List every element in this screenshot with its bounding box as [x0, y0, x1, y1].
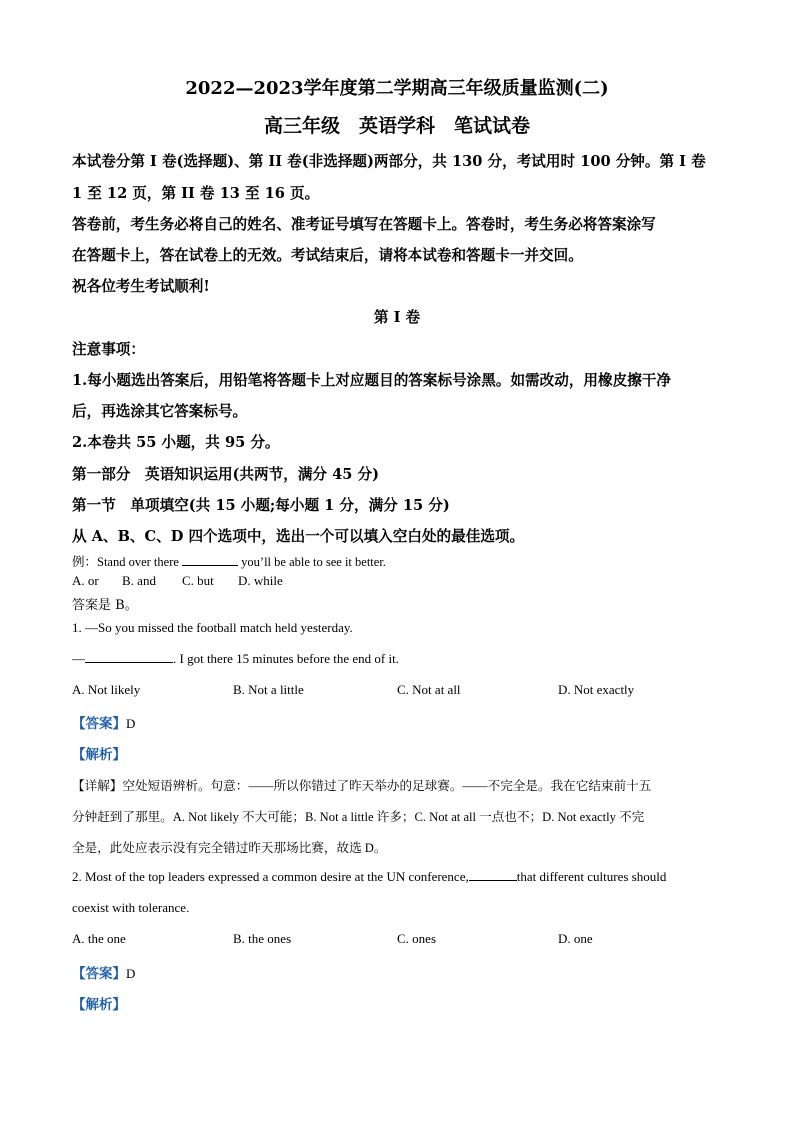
exam-title: 2022—2023学年度第二学期高三年级质量监测(二) — [185, 78, 609, 99]
example-answer: 答案是 B。 — [72, 598, 138, 613]
notes-line-1: 1.每小题选出答案后，用铅笔将答题卡上对应题目的答案标号涂黑。如需改动，用橡皮擦干净 — [72, 372, 671, 389]
example-option-c: C. but — [182, 573, 214, 588]
intro-line-2: 1 至 12 页，第 II 卷 13 至 16 页。 — [72, 185, 320, 202]
q1-stem-line-1: 1. —So you missed the football match held yesterday. — [72, 620, 353, 635]
exam-subtitle: 高三年级 英语学科 笔试试卷 — [263, 115, 530, 137]
q2-option-d: D. one — [558, 931, 593, 946]
example-prefix: 例：Stand over there — [72, 555, 179, 569]
example-suffix: you’ll be able to see it better. — [241, 555, 386, 569]
intro-line-1: 本试卷分第 I 卷(选择题)、第 II 卷(非选择题)两部分，共 130 分，考试用时 100 分钟。第 I 卷 — [72, 153, 706, 170]
q2-answer — [72, 962, 135, 982]
q2-blank — [469, 869, 517, 881]
q2-answer-value: D — [126, 966, 136, 981]
notes-heading: 注意事项： — [72, 341, 145, 358]
part-title: 第一部分 英语知识运用(共两节，满分 45 分) — [72, 466, 379, 483]
notes-line-3: 2.本卷共 55 小题，共 95 分。 — [72, 434, 280, 451]
q1-option-a: A. Not likely — [72, 682, 141, 697]
q2-option-a: A. the one — [72, 931, 126, 946]
q1-answer — [72, 712, 135, 732]
q1-stem-line-2 — [72, 651, 399, 667]
q1-option-b: B. Not a little — [233, 682, 304, 697]
example-blank — [182, 554, 238, 566]
q1-answer-label: 【答案】 — [72, 716, 126, 732]
q1-blank — [85, 651, 173, 663]
example-question — [72, 552, 386, 570]
q2-answer-label: 【答案】 — [72, 966, 126, 982]
intro-line-3: 答卷前，考生务必将自己的姓名、准考证号填写在答题卡上。答卷时，考生务必将答案涂写 — [72, 216, 656, 233]
example-option-d: D. while — [238, 573, 283, 588]
example-option-a: A. or — [72, 573, 99, 588]
q1-analysis-label: 【解析】 — [72, 747, 126, 763]
q2-stem-line-1 — [72, 869, 666, 885]
q2-stem-line-2: coexist with tolerance. — [72, 900, 190, 915]
q2-option-c: C. ones — [397, 931, 436, 946]
example-option-b: B. and — [122, 573, 156, 588]
q2-analysis-label: 【解析】 — [72, 997, 126, 1013]
part-section-title: 第一节 单项填空(共 15 小题;每小题 1 分，满分 15 分) — [72, 497, 450, 514]
q1-detail-line-1: 【详解】空处短语辨析。句意：——所以你错过了昨天举办的足球赛。——不完全是。我在它结束前十五 — [72, 779, 652, 793]
q1-answer-value: D — [126, 716, 136, 731]
notes-line-2: 后，再选涂其它答案标号。 — [72, 403, 248, 420]
intro-line-4: 在答题卡上，答在试卷上的无效。考试结束后，请将本试卷和答题卡一并交回。 — [72, 247, 583, 264]
section-title: 第 I 卷 — [373, 309, 421, 326]
q2-suffix: that different cultures should — [516, 869, 667, 884]
q1-dash: — — [72, 651, 85, 666]
q1-detail-line-3: 全是，此处应表示没有完全错过昨天那场比赛，故选 D。 — [72, 841, 387, 855]
q1-detail-line-2: 分钟赶到了那里。A. Not likely 不大可能；B. Not a little 许多；C. Not at all 一点也不；D. Not exactly 不完 — [72, 810, 645, 824]
q1-option-d: D. Not exactly — [558, 682, 635, 697]
q1-option-c: C. Not at all — [397, 682, 461, 697]
q1-line2-suffix: . I got there 15 minutes before the end of it. — [173, 651, 399, 666]
q2-option-b: B. the ones — [233, 931, 292, 946]
q2-prefix: 2. Most of the top leaders expressed a common desire at the UN conference, — [72, 869, 469, 884]
intro-line-5: 祝各位考生考试顺利! — [72, 278, 210, 295]
part-instruction: 从 A、B、C、D 四个选项中，选出一个可以填入空白处的最佳选项。 — [72, 528, 525, 545]
